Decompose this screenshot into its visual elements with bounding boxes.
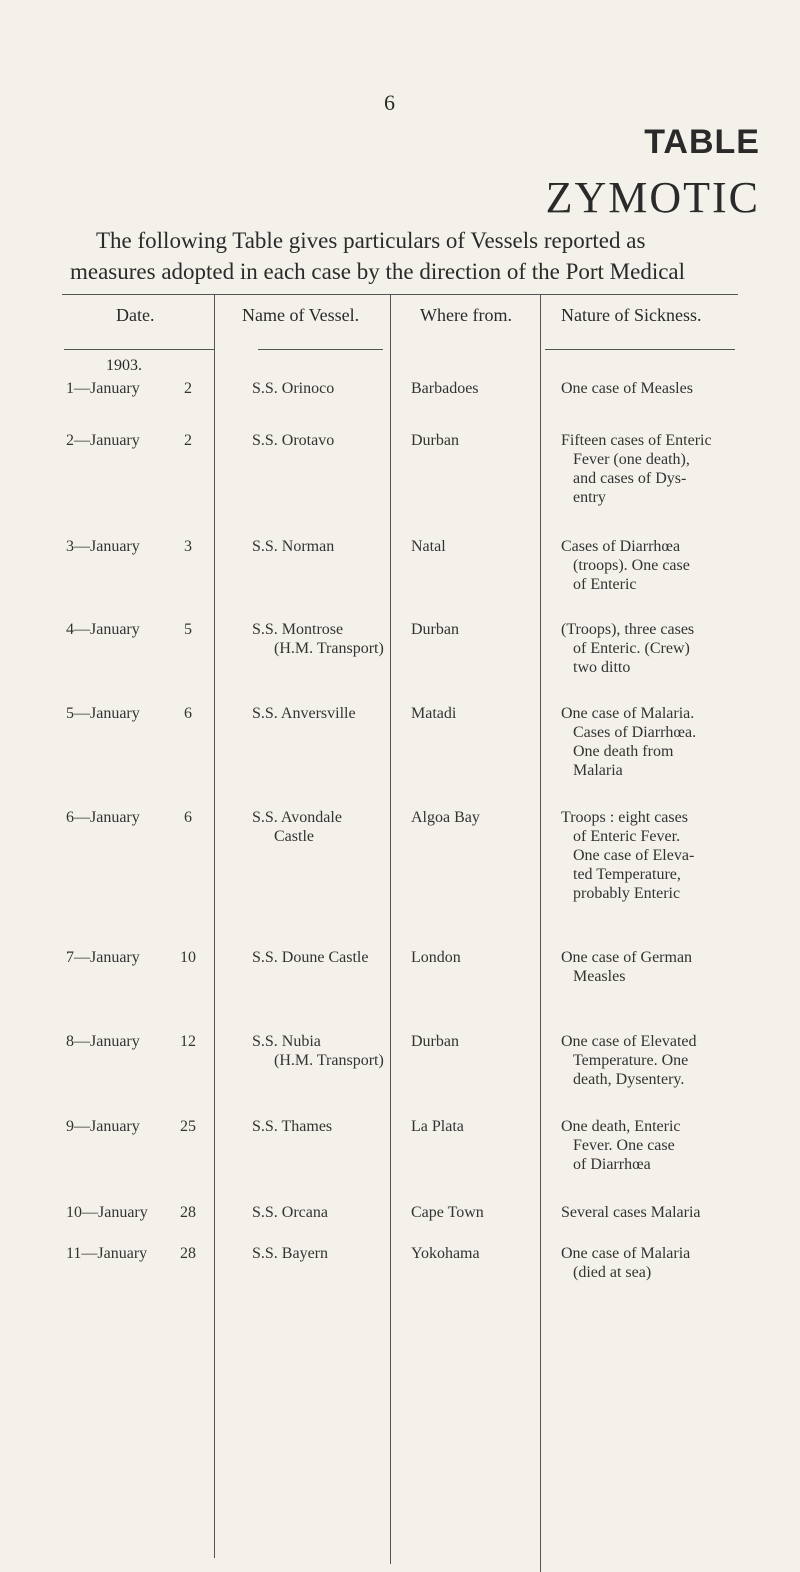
vessel-name-line: S.S. Anversville — [252, 705, 356, 722]
sickness-line: (troops). One case — [573, 557, 690, 574]
row-date: 11—January — [66, 1245, 148, 1262]
header-rule-date — [64, 349, 214, 350]
sickness-line: probably Enteric — [573, 885, 681, 902]
row-date: 8—January — [66, 1033, 140, 1050]
sickness-line: One case of Measles — [561, 380, 693, 397]
vessel-name-line: Castle — [274, 828, 314, 845]
row-nature-of-sickness — [561, 1032, 781, 1089]
vessel-name-line: S.S. Nubia — [252, 1033, 321, 1050]
row-vessel-name — [252, 1032, 412, 1070]
row-nature-of-sickness — [561, 704, 781, 780]
intro-line-1: The following Table gives particulars of Vessels reported as — [96, 228, 646, 253]
row-where-from: Durban — [411, 1033, 459, 1050]
sickness-line: One case of German — [561, 949, 693, 966]
sickness-line: of Enteric Fever. — [573, 828, 681, 845]
sickness-line: One case of Elevated — [561, 1033, 697, 1050]
row-nature-of-sickness — [561, 948, 781, 986]
row-nature-of-sickness — [561, 379, 781, 398]
row-nature-of-sickness — [561, 1203, 781, 1222]
vessel-name-line: (H.M. Transport) — [274, 640, 384, 657]
row-day: 28 — [180, 1245, 196, 1262]
vessel-name-line: S.S. Bayern — [252, 1245, 328, 1262]
heading-zymotic: ZYMOTIC — [545, 173, 760, 222]
row-vessel-name — [252, 1117, 412, 1136]
row-where-from: Yokohama — [411, 1245, 480, 1262]
heading-table: TABLE — [644, 123, 760, 161]
sickness-line: and cases of Dys- — [573, 470, 687, 487]
sickness-line: Fever. One case — [573, 1137, 675, 1154]
row-vessel-name — [252, 620, 412, 658]
year-label: 1903. — [106, 357, 142, 374]
header-rule-vessel — [258, 349, 383, 350]
row-date: 3—January — [66, 538, 140, 555]
vessel-name-line: S.S. Orotavo — [252, 432, 335, 449]
column-divider-1 — [214, 294, 215, 1558]
sickness-line: of Enteric — [573, 576, 637, 593]
vessel-name-line: S.S. Doune Castle — [252, 949, 369, 966]
row-where-from: Algoa Bay — [411, 809, 480, 826]
row-where-from: Durban — [411, 432, 459, 449]
row-nature-of-sickness — [561, 1117, 781, 1174]
sickness-line: Several cases Malaria — [561, 1204, 701, 1221]
sickness-line: (died at sea) — [573, 1264, 652, 1281]
row-day: 2 — [184, 380, 192, 397]
row-day: 12 — [180, 1033, 196, 1050]
row-where-from: London — [411, 949, 461, 966]
row-vessel-name — [252, 379, 412, 398]
vessel-name-line: S.S. Norman — [252, 538, 335, 555]
row-where-from: Barbadoes — [411, 380, 479, 397]
row-date: 9—January — [66, 1118, 140, 1135]
vessel-name-line: S.S. Avondale — [252, 809, 342, 826]
row-nature-of-sickness — [561, 1244, 781, 1282]
sickness-line: entry — [573, 489, 606, 506]
row-date: 6—January — [66, 809, 140, 826]
sickness-line: Malaria — [573, 762, 623, 779]
row-nature-of-sickness — [561, 808, 781, 903]
row-nature-of-sickness — [561, 537, 781, 594]
sickness-line: Troops : eight cases — [561, 809, 688, 826]
row-date: 4—January — [66, 621, 140, 638]
row-date: 7—January — [66, 949, 140, 966]
vessel-name-line: S.S. Thames — [252, 1118, 333, 1135]
sickness-line: Cases of Diarrhœa — [561, 538, 681, 555]
vessel-name-line: (H.M. Transport) — [274, 1052, 384, 1069]
row-date: 5—January — [66, 705, 140, 722]
sickness-line: Measles — [573, 968, 626, 985]
sickness-line: ted Temperature, — [573, 866, 681, 883]
row-where-from: La Plata — [411, 1118, 464, 1135]
row-where-from: Cape Town — [411, 1204, 484, 1221]
vessel-name-line: S.S. Orcana — [252, 1204, 328, 1221]
row-vessel-name — [252, 948, 412, 967]
row-where-from: Matadi — [411, 705, 457, 722]
header-rule-nature — [545, 349, 735, 350]
sickness-line: Fever (one death), — [573, 451, 690, 468]
row-vessel-name — [252, 704, 412, 723]
row-vessel-name — [252, 1244, 412, 1263]
sickness-line: Fifteen cases of Enteric — [561, 432, 712, 449]
vessel-name-line: S.S. Orinoco — [252, 380, 335, 397]
row-vessel-name — [252, 1203, 412, 1222]
row-date: 1—January — [66, 380, 140, 397]
sickness-line: two ditto — [573, 659, 631, 676]
column-divider-2 — [390, 294, 391, 1564]
sickness-line: of Diarrhœa — [573, 1156, 651, 1173]
row-day: 2 — [184, 432, 192, 449]
row-where-from: Durban — [411, 621, 459, 638]
row-vessel-name — [252, 431, 412, 450]
row-day: 6 — [184, 705, 192, 722]
sickness-line: One death, Enteric — [561, 1118, 681, 1135]
sickness-line: (Troops), three cases — [561, 621, 695, 638]
row-day: 10 — [180, 949, 196, 966]
page-number: 6 — [384, 90, 395, 115]
intro-line-2: measures adopted in each case by the direction of the Port Medical — [70, 259, 686, 284]
row-nature-of-sickness — [561, 431, 781, 507]
column-header-where: Where from. — [420, 305, 512, 325]
column-divider-3 — [540, 294, 541, 1572]
sickness-line: Temperature. One — [573, 1052, 689, 1069]
column-header-vessel: Name of Vessel. — [242, 305, 360, 325]
sickness-line: One death from — [573, 743, 674, 760]
row-vessel-name — [252, 537, 412, 556]
row-day: 25 — [180, 1118, 196, 1135]
sickness-line: death, Dysentery. — [573, 1071, 685, 1088]
sickness-line: One case of Malaria — [561, 1245, 691, 1262]
column-header-nature: Nature of Sickness. — [561, 305, 702, 325]
row-day: 3 — [184, 538, 192, 555]
row-date: 10—January — [66, 1204, 148, 1221]
sickness-line: One case of Malaria. — [561, 705, 695, 722]
row-day: 6 — [184, 809, 192, 826]
table-top-rule — [62, 294, 738, 295]
row-vessel-name — [252, 808, 412, 846]
row-day: 28 — [180, 1204, 196, 1221]
row-date: 2—January — [66, 432, 140, 449]
column-header-date: Date. — [116, 305, 155, 325]
row-day: 5 — [184, 621, 192, 638]
vessel-name-line: S.S. Montrose — [252, 621, 344, 638]
sickness-line: of Enteric. (Crew) — [573, 640, 690, 657]
sickness-line: One case of Eleva- — [573, 847, 695, 864]
sickness-line: Cases of Diarrhœa. — [573, 724, 697, 741]
row-where-from: Natal — [411, 538, 446, 555]
row-nature-of-sickness — [561, 620, 781, 677]
